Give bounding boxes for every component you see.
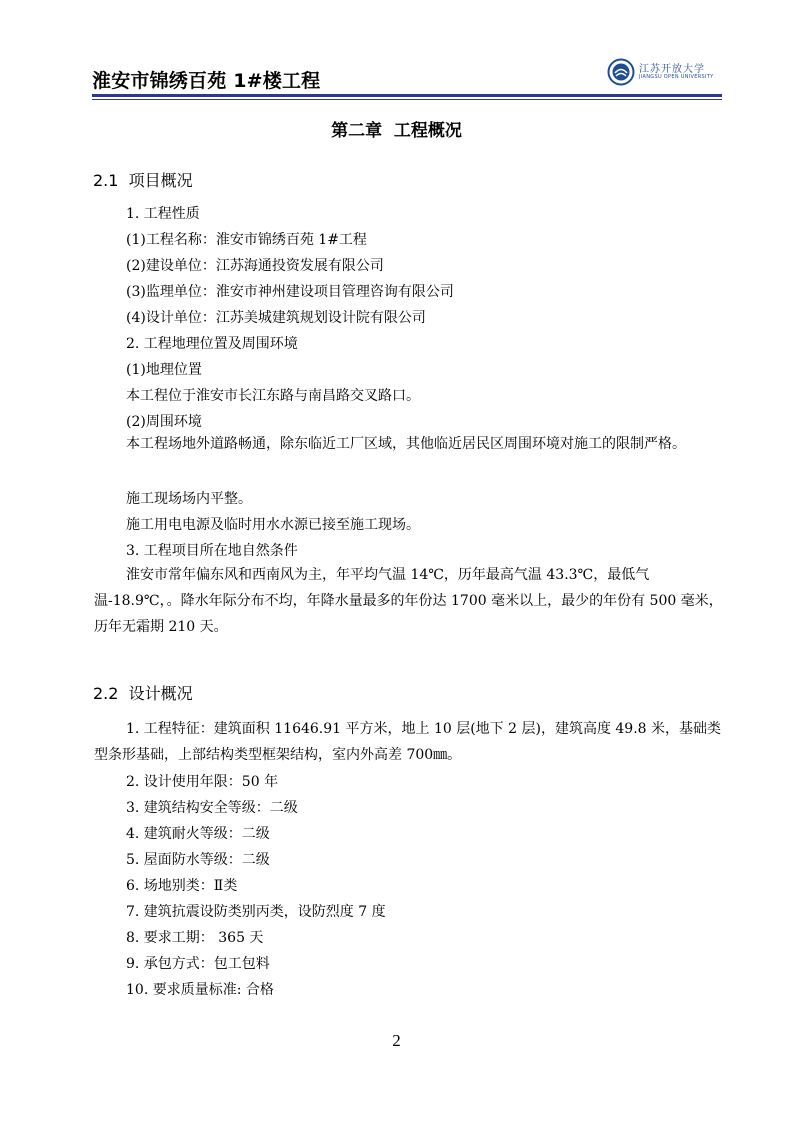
logo-english-text: JIANGSU OPEN UNIVERSITY <box>639 74 714 80</box>
item-geo-location: (1)地理位置 <box>126 362 202 378</box>
page-header <box>92 52 722 98</box>
section-heading-project-overview: 2.1 项目概况 <box>93 171 193 190</box>
design-item: 4. 建筑耐火等级：二级 <box>126 826 270 842</box>
design-item: 3. 建筑结构安全等级：二级 <box>126 800 298 816</box>
page-number: 2 <box>392 1031 401 1050</box>
design-item: 7. 建筑抗震设防类别丙类，设防烈度 7 度 <box>126 904 386 920</box>
header-rule <box>92 94 722 97</box>
item-client: (2)建设单位：江苏海通投资发展有限公司 <box>126 258 384 274</box>
item-site-level: 施工现场场内平整。 <box>126 491 252 507</box>
header-title: 淮安市锦绣百苑 1#楼工程 <box>92 70 321 92</box>
design-item: 2. 设计使用年限：50 年 <box>126 774 279 790</box>
item-project-name: (1)工程名称：淮安市锦绣百苑 1#工程 <box>126 232 367 248</box>
paragraph-features: 1. 工程特征：建筑面积 11646.91 平方米，地上 10 层(地下 2 层)，建筑高度 49.8 米，基础类型条形基础，上部结构类型框架结构，室内外高差 700㎜。 <box>94 721 722 763</box>
design-item: 10. 要求质量标准: 合格 <box>126 982 274 998</box>
item-location-heading: 2. 工程地理位置及周围环境 <box>126 336 298 352</box>
header-rule-thin <box>92 99 722 100</box>
item-geo-location-text: 本工程位于淮安市长江东路与南昌路交叉路口。 <box>126 388 420 404</box>
item-designer: (4)设计单位：江苏美城建筑规划设计院有限公司 <box>126 310 426 326</box>
design-item: 9. 承包方式：包工包料 <box>126 956 270 972</box>
item-surroundings: (2)周围环境 <box>126 414 202 430</box>
section-heading-design-overview: 2.2 设计概况 <box>93 684 193 703</box>
design-item: 6. 场地别类：Ⅱ类 <box>126 878 238 894</box>
chapter-title: 第二章 工程概况 <box>331 121 462 141</box>
design-item: 8. 要求工期： 365 天 <box>126 930 264 946</box>
university-logo <box>607 58 725 88</box>
item-utilities: 施工用电电源及临时用水水源已接至施工现场。 <box>126 517 420 533</box>
paragraph-climate: 淮安市常年偏东风和西南风为主，年平均气温 14℃，历年最高气温 43.3℃，最低气温-18.9℃，。降水年际分布不均，年降水量最多的年份达 1700 毫米以上，最少的年份有 500 毫米，历年无霜期 210 天。 <box>94 567 723 635</box>
item-natural-conditions: 3. 工程项目所在地自然条件 <box>126 543 298 559</box>
design-item: 5. 屋面防水等级：二级 <box>126 852 270 868</box>
item-project-nature: 1. 工程性质 <box>126 206 200 222</box>
paragraph-surroundings: 本工程场地外道路畅通，除东临近工厂区域，其他临近居民区周围环境对施工的限制严格。 <box>126 436 686 452</box>
logo-chinese-text: 江苏开放大学 <box>639 64 705 75</box>
university-emblem-icon <box>607 58 635 86</box>
item-supervisor: (3)监理单位：淮安市神州建设项目管理咨询有限公司 <box>126 284 454 300</box>
